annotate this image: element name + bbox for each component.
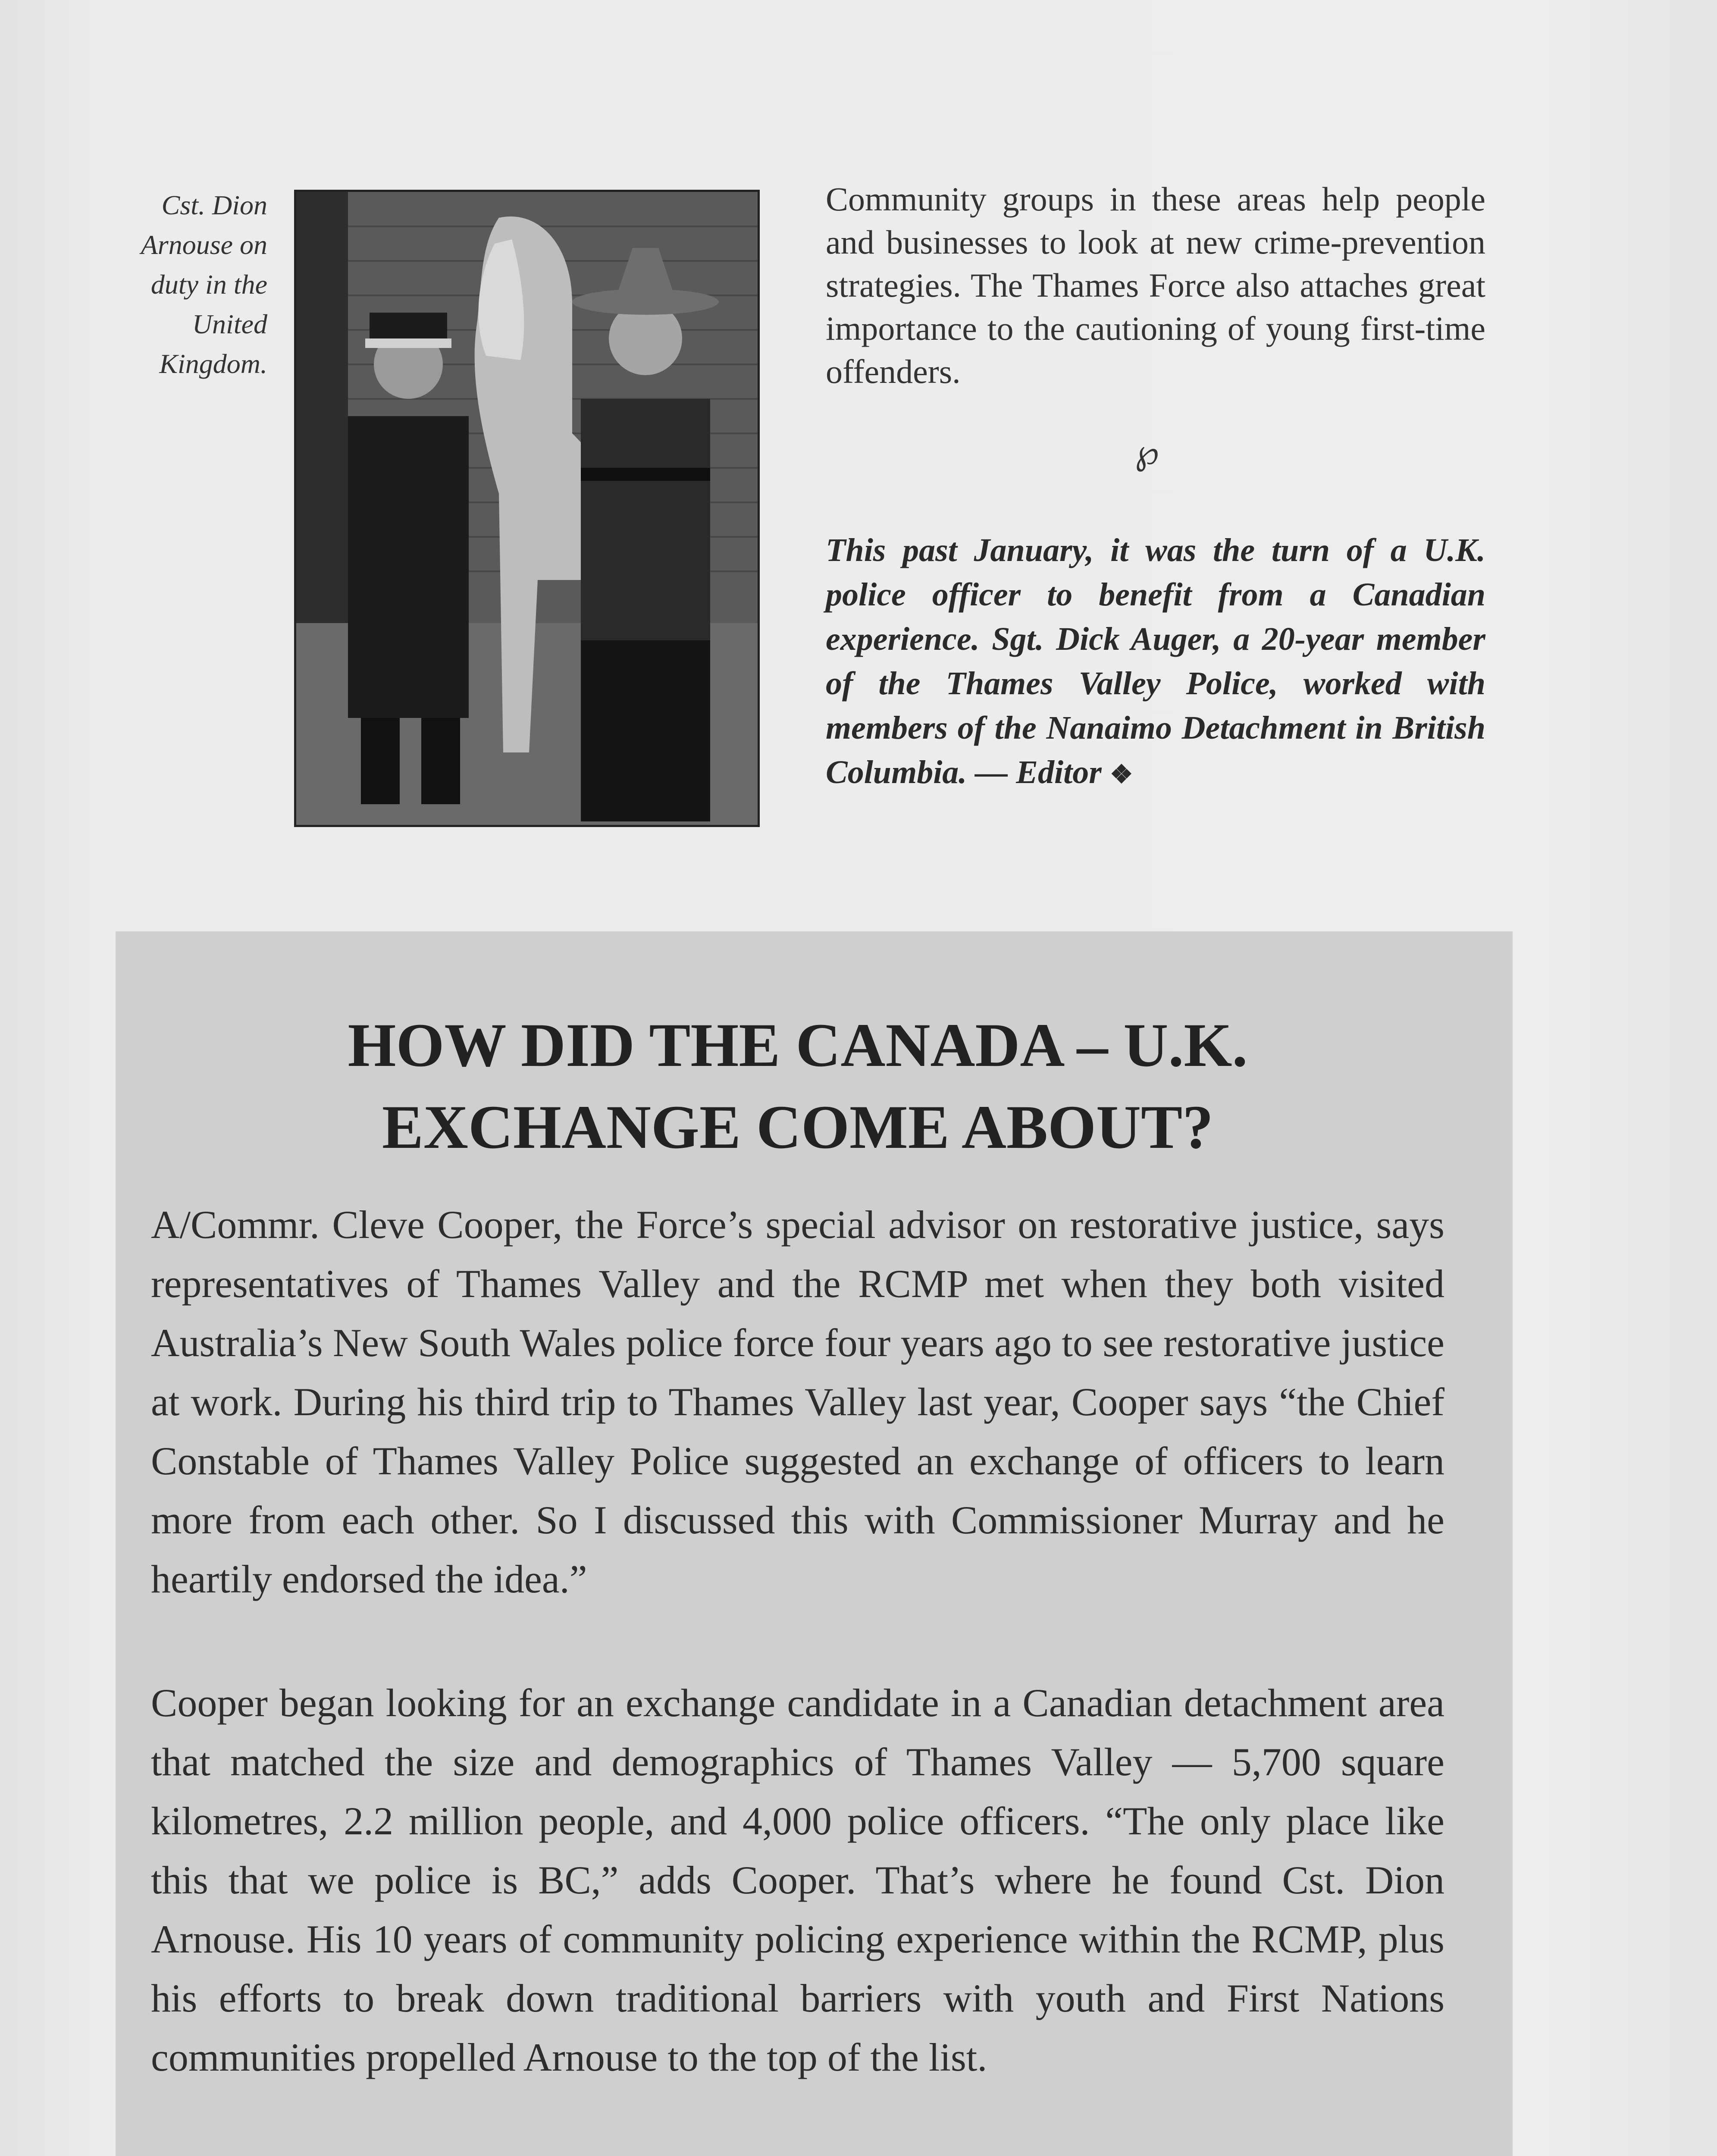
sidebar-headline <box>151 1005 1444 1169</box>
end-mark-icon: ❖ <box>1109 760 1133 789</box>
intro-paragraph: Community groups in these areas help people and businesses to look at new crime-prevention strategies. The Thames Force also attaches great importance to the cautioning of young first-time offenders. <box>826 180 1485 390</box>
headline-line-2: EXCHANGE COME ABOUT? <box>382 1093 1214 1162</box>
sidebar-content <box>151 931 1444 2156</box>
sidebar-box <box>116 931 1513 2156</box>
sidebar-paragraph-2: Cooper began looking for an exchange candidate in a Canadian detachment area that matched the size and demographics of Thames Valley — 5,700 square kilometres, 2.2 million people, and 4,000 police officers. “The only place like this that we police is BC,” adds Cooper. That’s where he found Cst. Dion Arnouse. His 10 years of community policing experience within the RCMP, plus his efforts to break down traditional barriers with youth and First Nations communities propelled Arnouse to the top of the list. <box>151 1681 1444 2079</box>
editor-note <box>826 528 1485 797</box>
photo-caption: Cst. Dion Arnouse on duty in the United Kingdom. <box>141 190 267 379</box>
headline-line-1: HOW DID THE CANADA – U.K. <box>348 1011 1248 1080</box>
section-ornament-icon: ℘ <box>1135 434 1159 472</box>
editor-note-text: This past January, it was the turn of a U.K. police officer to benefit from a Canadian experience. Sgt. Dick Auger, a 20-year member of the Thames Valley Police, worked with members of the Nanaimo Detachment in British Columbia. — Editor <box>826 532 1485 790</box>
sidebar-paragraph-1: A/Commr. Cleve Cooper, the Force’s special advisor on restorative justice, says representatives of Thames Valley and the RCMP met when they both visited Australia’s New South Wales police force four years ago to see restorative justice at work. During his third trip to Thames Valley last year, Cooper says “the Chief Constable of Thames Valley Police suggested an exchange of officers to learn more from each other. So I discussed this with Commissioner Murray and he heartily endorsed the idea.” <box>151 1203 1444 1601</box>
officers-with-horse-photo <box>294 190 760 827</box>
